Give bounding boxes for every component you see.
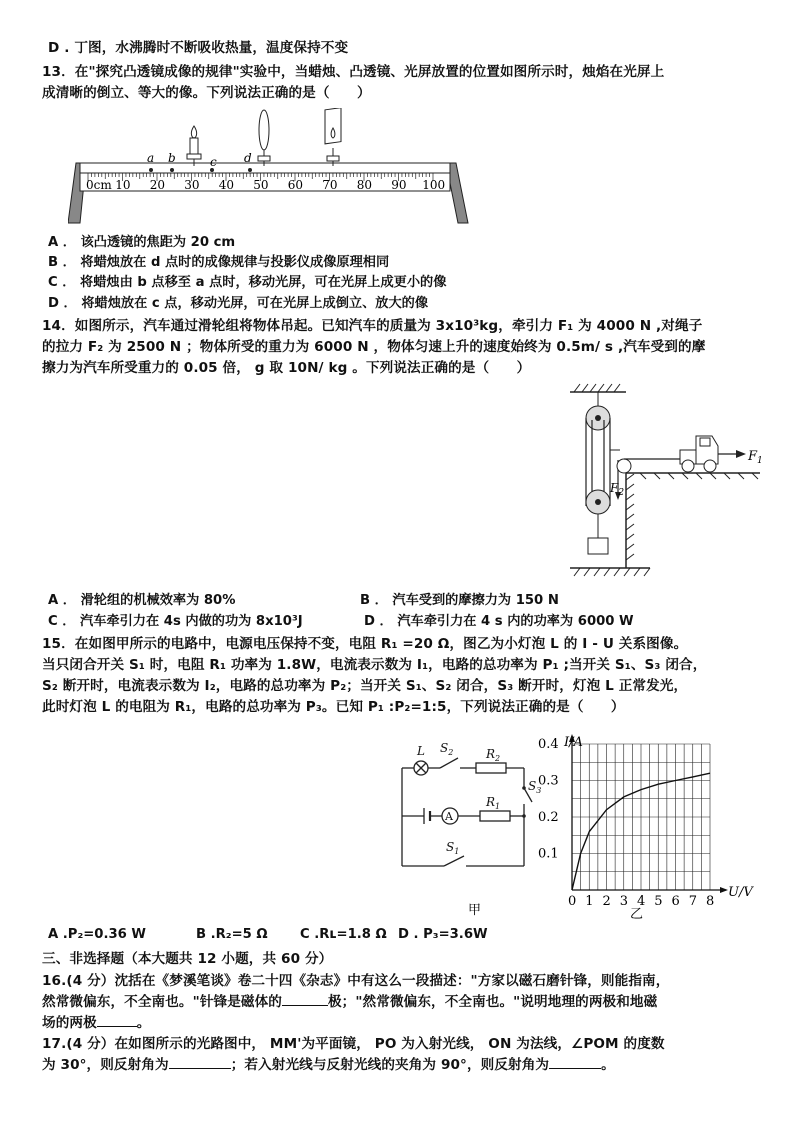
ruler-label: 30 [184,178,200,192]
q14-stem-line3: 擦力为汽车所受重力的 0.05 倍， g 取 10N/ kg 。下列说法正确的是（ ） [42,360,531,376]
q13-option-b: B ． 将蜡烛放在 d 点时的成像规律与投影仪成像原理相同 [48,255,390,270]
q12-option-d: D . 丁图，水沸腾时不断吸收热量，温度保持不变 [48,40,349,56]
y-tick-label: 0.3 [538,773,559,789]
y-tick-label: 0.2 [538,810,559,825]
q17-blank-1[interactable] [169,1056,231,1069]
r2-label: R [486,747,496,761]
ruler-label: 60 [287,178,304,192]
q14-option-a: A ． 滑轮组的机械效率为 80% [48,593,236,608]
q15-option-b: B .R₂=5 Ω [196,927,268,942]
q13-option-d: D ． 将蜡烛放在 c 点，移动光屏，可在光屏上成倒立、放大的像 [48,296,429,311]
q13-stem-line1: 13．在"探究凸透镜成像的规律"实验中，当蜡烛、凸透镜、光屏放置的位置如图所示时，烛焰在光屏上 [42,64,665,80]
ruler-label: 10 [115,178,131,192]
q15-stem-line1: 15．在如图甲所示的电路中，电源电压保持不变，电阻 R₁ =20 Ω，图乙为小灯泡 L 的 I - U 关系图像。 [42,636,688,652]
svg-text:S2 [440,741,453,757]
svg-text:R1 [485,795,500,811]
x-tick-label: 5 [654,894,663,909]
q14-option-b: B ． 汽车受到的摩擦力为 150 N [360,593,559,608]
x-tick-label: 8 [706,894,715,909]
s1-sub: 1 [454,847,460,856]
q13-option-c: C ． 将蜡烛由 b 点移至 a 点时，移动光屏，可在光屏上成更小的像 [48,275,447,290]
q15-stem-line4: 此时灯泡 L 的电阻为 R₁，电路的总功率为 P₃。已知 P₁ :P₂=1:5，下列说法正确的是（ ） [42,699,625,715]
s2-label: S [440,741,449,755]
x-axis-label: U/V [728,885,753,900]
circuit-caption: 甲 [468,903,482,918]
svg-text:F1 [747,449,763,466]
s3-label: S [528,779,537,793]
q17-stem-line2 [42,1053,615,1073]
point-d-label: d [244,151,252,165]
x-tick-label: 0 [568,894,577,909]
f1-label: F [748,449,758,464]
pulley-truck-figure [560,380,770,580]
q17-text-c: 。 [601,1057,615,1073]
q16-blank-2[interactable] [97,1014,137,1027]
q16-stem-line2 [42,990,657,1010]
q13-option-a: A ． 该凸透镜的焦距为 20 cm [48,235,236,250]
q17-text-b: ；若入射光线与反射光线的夹角为 90°，则反射角为 [230,1057,550,1073]
q17-text-a: 为 30°，则反射角为 [42,1057,169,1073]
x-tick-label: 6 [671,894,680,909]
ruler-label: 0cm [86,178,112,192]
q16-blank-1[interactable] [282,993,328,1006]
x-tick-label: 7 [688,894,698,909]
q14-option-c: C ． 汽车牵引力在 4s 内做的功为 8x10³J [48,614,303,629]
f1-sub: 1 [757,456,763,466]
q15-option-c: C .Rʟ=1.8 Ω [300,927,387,942]
ruler-label: 50 [253,178,269,192]
optical-bench-figure [68,108,488,226]
ruler-label: 70 [322,178,338,192]
iu-graph [536,734,756,920]
q16-stem-line1: 16.(4 分）沈括在《梦溪笔谈》卷二十四《杂志》中有这么一段描述："方家以磁石磨针锋，则能指南， [42,973,670,989]
q15-option-a: A .P₂=0.36 W [48,927,146,942]
x-tick-label: 3 [619,894,629,909]
truck [680,436,718,472]
q14-stem-line2: 的拉力 F₂ 为 2500 N ；物体所受的重力为 6000 N ，物体匀速上升的速度始终为 0.5m/ s ,汽车受到的摩 [42,339,706,355]
s1-label: S [446,840,455,854]
s3-sub: 3 [536,786,542,795]
svg-text:S1 [446,840,459,856]
candle [187,126,201,166]
f2-sub: 2 [618,488,625,498]
section-3-heading: 三、非选择题（本大题共 12 小题，共 60 分） [42,951,333,967]
q16-text-a: 然常微偏东，不全南也。"针锋是磁体的 [42,994,282,1010]
light-screen [325,108,341,166]
y-axis-label: I/A [564,735,583,750]
point-b-label: b [168,151,176,165]
q15-stem-line2: 当只闭合开关 S₁ 时，电阻 R₁ 功率为 1.8W，电流表示数为 I₁，电路的总功率为 P₁ ;当开关 S₁、S₃ 闭合， [42,657,707,673]
x-tick-label: 1 [585,894,594,909]
convex-lens [258,110,270,166]
point-a-label: a [147,151,155,165]
circuit-diagram [394,738,544,918]
q13-stem-line2: 成清晰的倒立、等大的像。下列说法正确的是（ ） [42,85,371,101]
q17-stem-line1: 17.(4 分）在如图所示的光路图中， MM'为平面镜， PO 为入射光线， ON 为法线，∠POM 的度数 [42,1036,665,1052]
q14-stem-line1: 14．如图所示，汽车通过滑轮组将物体吊起。已知汽车的质量为 3x10³kg，牵引力 F₁ 为 4000 N ,对绳子 [42,318,703,334]
q17-blank-2[interactable] [549,1056,601,1069]
svg-text:R2 [485,747,500,763]
graph-caption: 乙 [630,907,644,920]
r2-sub: 2 [495,754,501,763]
q15-stem-line3: S₂ 断开时，电流表示数为 I₂，电路的总功率为 P₂；当开关 S₁、S₂ 闭合，S₃ 断开时，灯泡 L 正常发光， [42,678,688,694]
q14-option-d: D ． 汽车牵引力在 4 s 内的功率为 6000 W [364,614,634,629]
y-tick-label: 0.1 [538,846,559,862]
x-axis-arrow [720,887,728,893]
s2-sub: 2 [448,748,454,757]
q15-option-d: D . P₃=3.6W [398,927,488,942]
q16-text-b: 极；"然常微偏东，不全南也。"说明地理的两极和地磁 [327,994,658,1010]
q16-stem-line3 [42,1011,150,1031]
ruler-label: 80 [356,178,373,192]
r1-label: R [486,795,496,809]
f2-label: F [610,481,619,495]
ruler-label: 20 [149,178,166,192]
ammeter-label: A [445,810,453,823]
point-c-label: c [210,155,217,169]
x-tick-label: 4 [637,894,646,909]
y-tick-label: 0.4 [538,737,559,752]
x-tick-label: 2 [602,894,611,909]
r1-sub: 1 [495,802,501,811]
lamp-label: L [417,744,425,758]
q16-text-c: 场的两极 [42,1015,97,1031]
ruler-label: 40 [218,178,235,192]
ruler-label: 100 [422,178,446,192]
q16-text-d: 。 [136,1015,151,1031]
ruler-label: 90 [391,178,407,192]
